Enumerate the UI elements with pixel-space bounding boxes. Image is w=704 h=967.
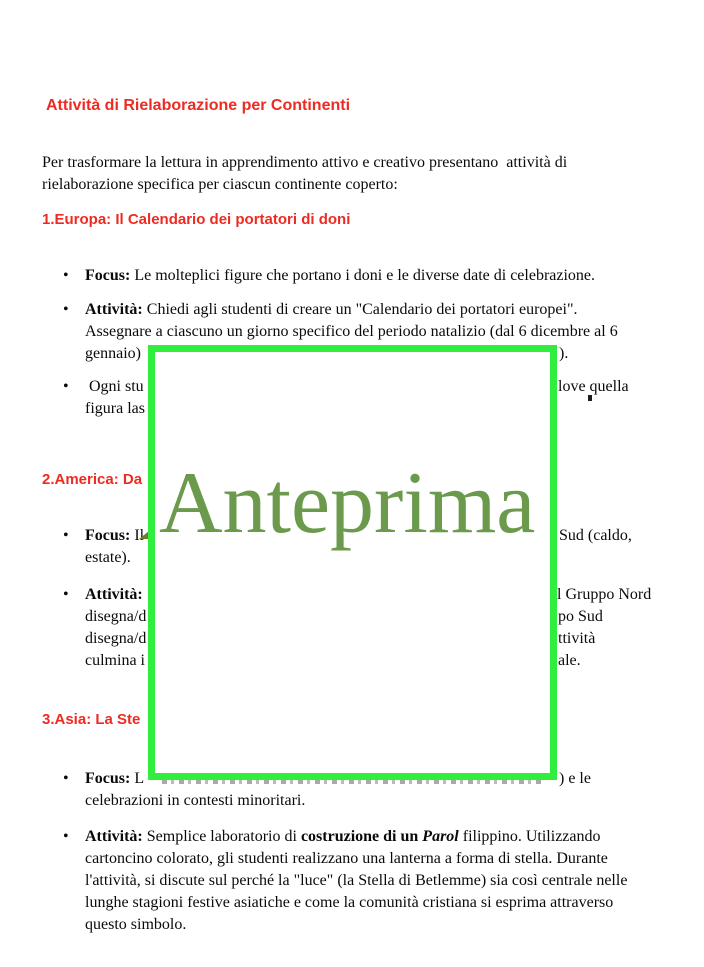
bullet-text: Il [130,527,145,544]
bullet-line-left-fragment: figura las [85,400,145,417]
text-fragment-right: Sud (caldo, [559,527,632,544]
bullet-line: questo simbolo. [85,916,187,933]
bullet-line: lunghe stagioni festive asiatiche e come la comunità cristiana si esprima attraverso [85,894,614,911]
bullet-line [85,299,618,321]
bullet-line-left-fragment: Ogni stu [85,378,144,395]
bullet-marker: • [63,267,69,284]
bullet-line: celebrazioni in contesti minoritari. [85,792,306,809]
letter-fragment [588,395,592,401]
bullet-america-focus [63,525,144,569]
bullet-line: cartoncino colorato, gli studenti realizzano una lanterna a forma di stella. Durante [85,850,608,867]
page-title: Attività di Rielaborazione per Continenti [46,97,351,114]
bullet-line: Assegnare a ciascuno un giorno specifico del periodo natalizio (dal 6 dicembre al 6 [85,323,618,340]
bullet-line: l'attività, si discute sul perché la "luce" (la Stella di Betlemme) sia così centrale nelle [85,872,628,889]
bullet-text: L [130,770,145,787]
bullet-label: Focus: [85,770,131,787]
bullet-label: Attività: [85,828,143,845]
bullet-marker: • [63,378,69,395]
text-fragment-right: l Gruppo Nord [557,586,652,603]
intro-line-2: rielaborazione specifica per ciascun continente coperto: [42,176,398,193]
intro-paragraph [42,152,567,196]
section-heading-europa: 1.Europa: Il Calendario dei portatori di doni [42,211,351,228]
text-fragment-right: ale. [558,652,581,669]
bullet-text: Chiedi agli studenti di creare un "Calendario dei portatori europei". [142,301,578,318]
text-fragment-right: love quella [558,378,629,395]
bullet-line [85,584,146,606]
section-heading-america: 2.America: Da [42,471,143,488]
bullet-text: filippino. Utilizzando [458,828,601,845]
bullet-text: Semplice laboratorio di [142,828,301,845]
bullet-marker: • [63,301,69,318]
bullet-line: estate). [85,549,131,566]
intro-line-1: Per trasformare la lettura in apprendimento attivo e creativo presentano attività di [42,154,568,171]
bullet-europa-focus [63,265,595,287]
bullet-marker: • [63,828,69,845]
watermark-text: Anteprima [159,455,536,552]
bullet-line [85,525,144,547]
preview-watermark-box [148,345,557,780]
text-fragment-right: ). [559,345,569,362]
bullet-text: Le molteplici figure che portano i doni e le diverse date di celebrazione. [130,267,596,284]
bullet-text-bold: costruzione di un [300,828,423,845]
bullet-asia-attivita [63,826,627,936]
bullet-marker: • [63,586,69,603]
bullet-text-bold-italic: Parol [422,828,459,845]
bullet-label: Focus: [85,527,131,544]
bullet-line-left-fragment: disegna/d [85,630,147,647]
bullet-line [85,826,627,848]
bullet-marker: • [63,527,69,544]
text-fragment-right: po Sud [558,608,603,625]
bullet-europa-ogni-studente [63,376,145,420]
bullet-label: Attività: [85,301,143,318]
bullet-label: Attività: [85,586,143,603]
section-heading-asia: 3.Asia: La Ste [42,711,141,728]
bullet-line [85,265,595,287]
bullet-label: Focus: [85,267,131,284]
bullet-line-left-fragment: culmina i [85,652,145,669]
obscured-text-remnant [162,780,544,784]
bullet-marker: • [63,770,69,787]
bullet-line-left-fragment: gennaio) [85,345,141,362]
bullet-line-left-fragment: disegna/d [85,608,147,625]
text-fragment-right: ) e le [559,770,591,787]
bullet-america-attivita [63,584,146,672]
text-fragment-right: ttività [558,630,596,647]
